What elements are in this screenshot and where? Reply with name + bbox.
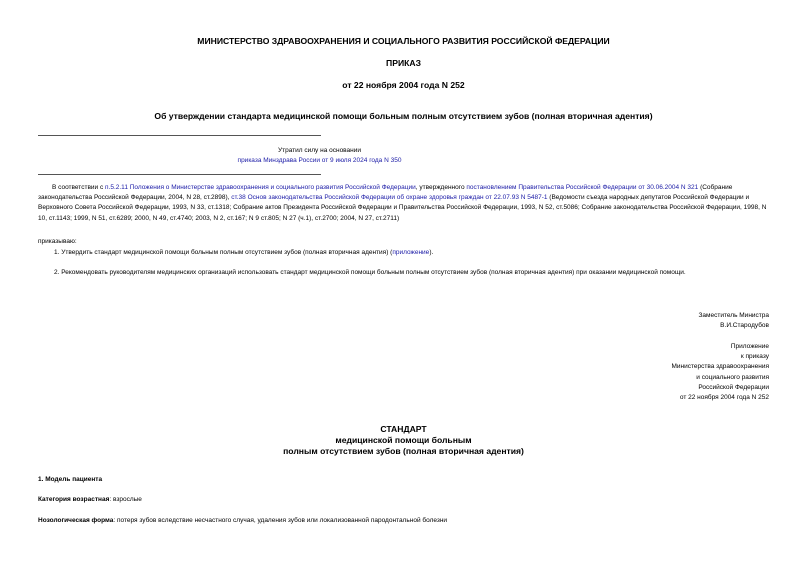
appendix-link[interactable]: приложение (392, 249, 430, 256)
nosological-form-label: Нозологическая форма (38, 517, 114, 524)
age-category-value: : взрослые (109, 496, 142, 503)
age-category-label: Категория возрастная (38, 496, 110, 503)
signature-name: В.И.Стародубов (720, 322, 769, 330)
preamble-mid-2: (Собрание законодательства Российской Федерации, 2004, N 28, ст.2898), (38, 184, 733, 202)
appendix-line: и социального развития (696, 373, 769, 381)
age-category (38, 495, 142, 505)
appendix-line: Российской Федерации (698, 383, 769, 391)
standard-subtitle-2: полным отсутствием зубов (полная вторичная адентия) (283, 446, 524, 456)
standard-subtitle-1: медицинской помощи больным (335, 435, 472, 445)
preamble-prefix: В соответствии с (52, 184, 106, 191)
appendix-line: от 22 ноября 2004 года N 252 (679, 394, 769, 402)
divider-bottom (38, 174, 321, 175)
document-date-number: от 22 ноября 2004 года N 252 (342, 80, 465, 90)
preamble-tail: (Ведомости съезда народных депутатов Российской Федерации и Верховного Совета Российской Федерации, 1993, N 33, ст.1318; Собрание актов Президента Российской Федерации и Правительства Российской Федерации, 1993, N 52, ст.5086; Собрание законодательства Российской Федерации, 1998, N 10, ст.1143; 1999, N 51, ст.6289; 2000, N 49, ст.4740; 2003, N 2, ст.167; N 9 ст.805; N 27 (ч.1), ст.2700; 2004, N 27, ст.2711) (38, 194, 767, 222)
divider-top (38, 135, 321, 136)
document-subject: Об утверждении стандарта медицинской помощи больным полным отсутствием зубов (полная вторичная адентия) (154, 111, 653, 121)
standard-title: СТАНДАРТ (380, 424, 427, 434)
nosological-form-value: : потеря зубов вследствие несчастного случая, удаления зубов или локализованной пародонтальной болезни (113, 517, 448, 524)
appendix-line: Приложение (730, 343, 769, 350)
appendix-note (569, 342, 769, 403)
order-item-1-text: 1. Утвердить стандарт медицинской помощи больным полным отсутствием зубов (полная вторичная адентия) ( (54, 249, 393, 256)
status-line-1: Утратил силу на основании (277, 147, 362, 154)
appendix-line: к приказу (740, 353, 769, 361)
section-title-patient-model: 1. Модель пациента (38, 476, 103, 483)
regulation-link[interactable]: п.5.2.11 Положения о Министерстве здравоохранения и социального развития Российской Федерации (105, 184, 416, 191)
document-type: ПРИКАЗ (386, 58, 421, 68)
health-law-link[interactable]: ст.38 Основ законодательства Российской Федерации об охране здоровья граждан от 22.07.93 N 5487-1 (231, 194, 548, 202)
order-item-1-end: ). (429, 249, 434, 256)
order-item-1 (54, 248, 770, 258)
preamble-mid-1: , утвержденного (415, 184, 467, 191)
government-resolution-link[interactable]: постановлением Правительства Российской Федерации от 30.06.2004 N 321 (466, 184, 699, 191)
order-word: приказываю: (38, 238, 77, 245)
signature-block (569, 311, 769, 331)
status-note (38, 146, 601, 166)
order-item-2: 2. Рекомендовать руководителям медицинских организаций использовать стандарт медицинской помощи больным полным отсутствием зубов (полная вторичная адентия) при оказании медицинской помощи. (54, 269, 686, 276)
nosological-form (38, 516, 770, 526)
ministry-title: МИНИСТЕРСТВО ЗДРАВООХРАНЕНИЯ И СОЦИАЛЬНОГО РАЗВИТИЯ РОССИЙСКОЙ ФЕДЕРАЦИИ (197, 36, 610, 46)
preamble-paragraph (38, 183, 770, 224)
appendix-line: Министерства здравоохранения (671, 363, 769, 371)
status-repeal-link[interactable]: приказа Минздрава России от 9 июля 2024 года N 350 (237, 157, 402, 165)
signature-position: Заместитель Министра (698, 312, 769, 319)
